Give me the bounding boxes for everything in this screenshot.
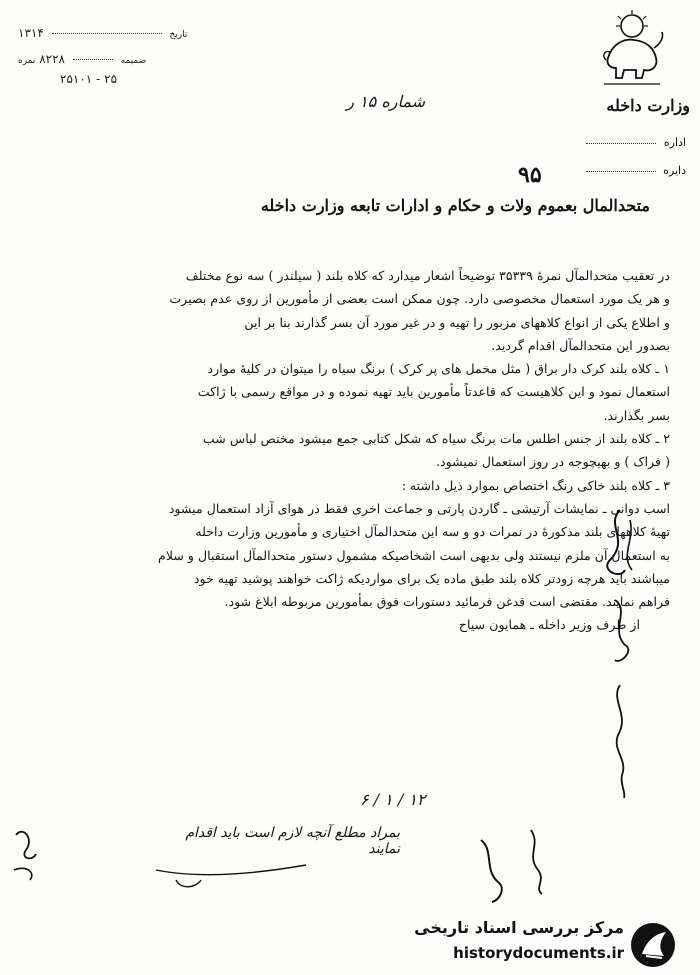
number-label: نمره	[18, 56, 36, 66]
document-title: متحدالمال بعموم ولات و حکام و ادارات تابعه وزارت داخله	[260, 196, 650, 215]
body-line: و هر یک مورد استعمال مخصوصی دارد. چون ممکن است بعضی از مأمورین از روی عدم بصیرت	[169, 291, 670, 307]
item-3-line: ۳ ـ کلاه بلند خاکی رنگ اختصاص بموارد ذیل داشته :	[401, 477, 670, 493]
item-2-line: ۲ ـ کلاه بلند از جنس اطلس مات برنگ سیاه که شکل کتابی جمع میشود مختص لباس شب	[202, 431, 670, 447]
bottom-handwritten-signatures	[6, 810, 566, 910]
attachment-label: ضمیمه	[120, 56, 147, 66]
bureau-field	[556, 164, 686, 177]
date-field	[18, 26, 187, 40]
date-label: تاریخ	[169, 30, 188, 40]
office-label: اداره	[663, 136, 686, 149]
watermark-persian: مرکز بررسی اسناد تاریخی	[414, 918, 624, 937]
watermark-url: historydocuments.ir	[453, 944, 624, 962]
number-field	[18, 52, 146, 66]
number-value: ۸۲۲۸	[39, 52, 65, 66]
bureau-label: دایره	[663, 164, 686, 177]
item-2-line: ( فراک ) و بهیچوجه در روز استعمال نمیشود.	[435, 454, 670, 470]
item-3-line: اسب دوانی ـ نمایشات آرتیشی ـ گاردن پارتی و جماعت اخری فقط در هوای آزاد استعمال میشود	[168, 500, 670, 516]
item-1-line: بسر بگذارند.	[603, 407, 670, 423]
document-body	[30, 264, 670, 637]
margin-signatures	[590, 500, 650, 800]
body-line: بصدور این متحدالمآل اقدام گردید.	[491, 337, 670, 353]
item-3-line: به استعمال آن ملزم نیستند ولی بدیهی است اشخاصیکه مشمول دستور متحدالمآل استقبال و سلام	[158, 547, 670, 563]
archive-watermark	[412, 918, 682, 974]
office-number: ۹۵	[518, 162, 542, 188]
date-value: ۱۳۱۴	[18, 26, 44, 40]
handwritten-instruction: بمراد مطلع آنچه لازم است باید اقدام نمایند	[185, 825, 400, 857]
closing-line: از طرف وزیر داخله ـ همایون سیاح	[458, 617, 640, 633]
item-3-line: میباشند باید هرچه زودتر کلاه بلند طبق ماده یک برای مواردیکه ژاکت خواهند پوشید تهیه خود	[193, 570, 670, 586]
reference-value: ۲۵۱۰۱ - ۲۵	[60, 72, 118, 86]
item-1-line: ۱ ـ کلاه بلند کرک دار براق ( مثل مخمل های پر کرک ) برنگ سیاه را میتوان در کلیهٔ موارد	[207, 361, 670, 377]
reference-field	[60, 72, 117, 86]
ministry-name: وزارت داخله	[606, 96, 690, 115]
office-field	[556, 136, 686, 149]
body-line: در تعقیب متحدالمآل نمرهٔ ۳۵۳۳۹ توضیحاً اشعار میدارد که کلاه بلند ( سیلندر ) سه نوع مختلف	[185, 268, 670, 283]
handwritten-reference-note: شماره ۱۵ ر	[346, 92, 425, 111]
item-3-line: فراهم نمایند. مقتضی است قدغن فرمائید دستورات فوق بمأمورین مربوطه ابلاغ شود.	[224, 594, 670, 610]
item-3-line: تهیهٔ کلاههای بلند مذکورهٔ در نمرات دو و سه این متحدالمآل اختیاری و مأمورین وزارت داخله	[195, 524, 670, 540]
body-line: و اطلاع یکی از انواع کلاههای مزبور را تهیه و در غیر مورد آن بسر گذارند بنا بر این	[244, 314, 670, 330]
archive-logo-icon	[628, 920, 678, 970]
lion-and-sun-emblem-icon	[594, 8, 670, 88]
item-1-line: استعمال نمود و این کلاهیست که قاعدتاً مأمورین باید تهیه نموده و در مواقع رسمی با ژاکت	[197, 384, 670, 400]
handwritten-date: ۶ / ۱ / ۱۲	[360, 790, 426, 809]
